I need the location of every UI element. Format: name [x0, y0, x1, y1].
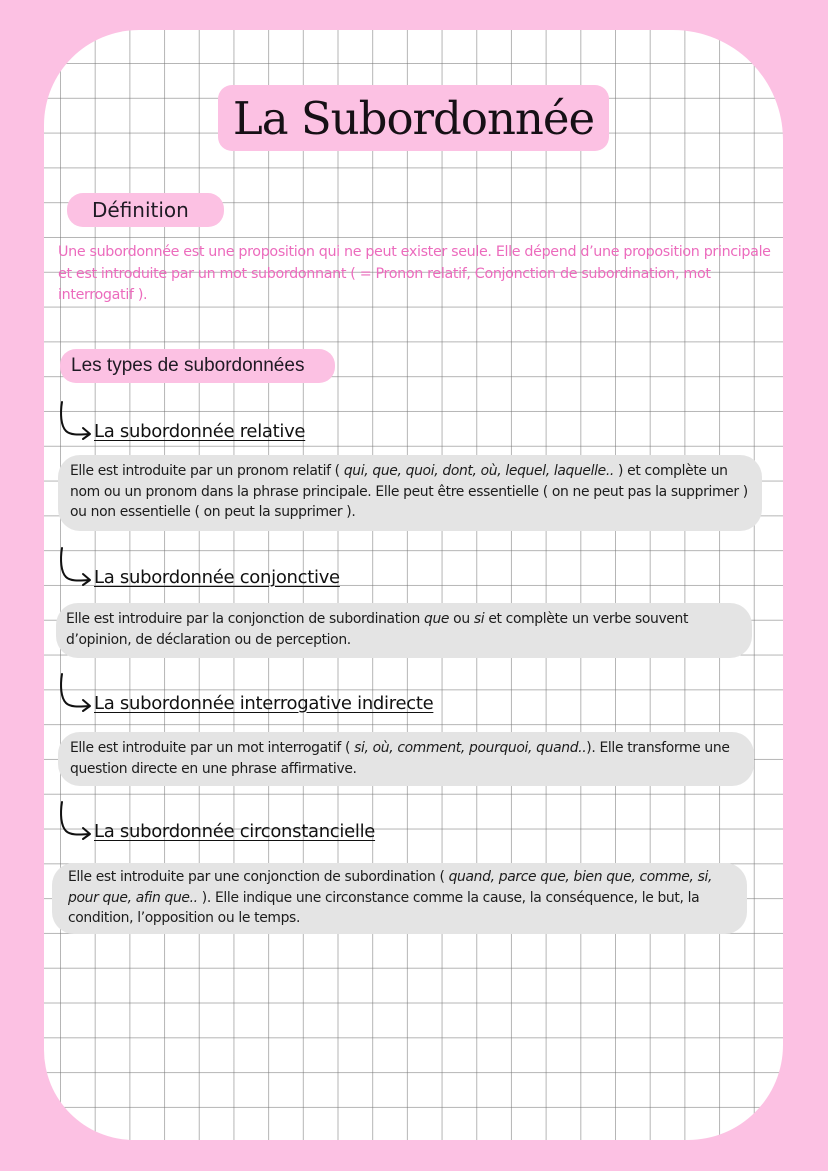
description-text: ). Elle indique une circonstance comme la cause, la conséquence, le but, la condition, l’opposition ou le temps. [68, 889, 700, 927]
subtype-title: La subordonnée relative [94, 421, 306, 442]
description-example: que [423, 611, 450, 627]
description-text: Elle est introduite par un mot interrogatif ( [70, 740, 355, 756]
description-text: ). Elle transforme une question directe en une phrase affirmative. [70, 740, 730, 777]
page-title-pill [218, 85, 609, 151]
page-title: La Subordonnée [232, 91, 595, 145]
description-examples: quand, parce que, bien que, comme, si, pour que, afin que.. [68, 869, 713, 906]
description-text: Elle est introduite par un pronom relatif ( [70, 463, 344, 479]
types-heading: Les types de subordonnées [71, 355, 305, 376]
description-examples: si, où, comment, pourquoi, quand.. [354, 740, 587, 756]
types-heading-pill [60, 349, 335, 383]
subtype-description-conjonctive [56, 603, 752, 658]
subtype-description-interrogative [58, 732, 754, 786]
curved-arrow-right-icon [58, 672, 92, 714]
description-text: ou [449, 611, 474, 627]
description-example: si [473, 611, 485, 627]
subtype-title: La subordonnée interrogative indirecte [94, 693, 434, 714]
subtype-heading-relative [58, 400, 311, 442]
subtype-heading-interrogative [58, 672, 439, 714]
subtype-description-relative [58, 455, 762, 531]
description-text: Elle est introduite par une conjonction de subordination ( [68, 869, 449, 885]
subtype-title: La subordonnée circonstancielle [94, 821, 376, 842]
subtype-heading-conjonctive [58, 546, 346, 588]
definition-heading: Définition [92, 198, 189, 222]
definition-heading-pill [67, 193, 224, 227]
curved-arrow-right-icon [58, 546, 92, 588]
definition-text: Une subordonnée est une proposition qui ne peut exister seule. Elle dépend d’une proposition principale et est introduite par un mot subordonnant ( = Pronon relatif, Conjonction de subordination, mot interrogatif ). [58, 244, 771, 303]
subtype-heading-circonstancielle [58, 800, 381, 842]
curved-arrow-right-icon [58, 800, 92, 842]
description-text: et complète un verbe souvent d’opinion, de déclaration ou de perception. [66, 611, 689, 648]
description-text: ) et complète un nom ou un pronom dans la phrase principale. Elle peut être essentielle ( on ne peut pas la supprimer ) ou non essentielle ( on peut la supprimer ). [70, 463, 748, 521]
description-text: Elle est introduire par la conjonction de subordination [66, 611, 424, 627]
subtype-description-circonstancielle [52, 863, 747, 934]
subtype-title: La subordonnée conjonctive [94, 567, 340, 588]
curved-arrow-right-icon [58, 400, 92, 442]
description-examples: qui, que, quoi, dont, où, lequel, laquelle.. [343, 463, 614, 479]
